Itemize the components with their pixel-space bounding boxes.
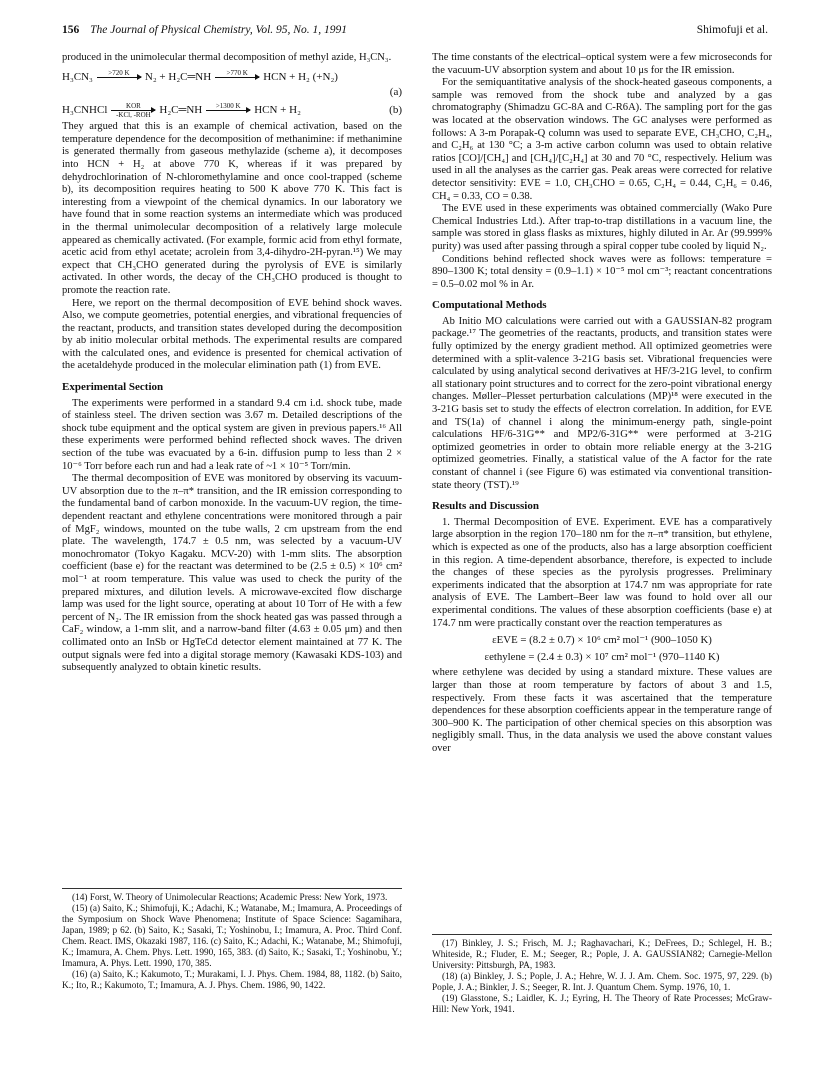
scheme-product: HCN + H₂ xyxy=(254,104,301,117)
paragraph: Ab Initio MO calculations were carried out with a GAUSSIAN-82 program package.¹⁷ The geometries of the reactants, products, and transition states were fully optimized by the energy gradient method. All optimized geometries were determined with a split-valence 3-21G basis set. Vibrational frequencies were calculated by using analytical second derivatives at HF/3-21G level, to confirm all stationary point structures and to correct for the zero-point vibrational energy changes. Møller–Plesset perturbation calculations (MP)¹⁸ were executed in the 3-21G basis set to study the effects of electron correlation. In addition, for EVE and TS(1a) of channel i along the minimum-energy path, single-point calculations HF/6-31G** and MP2/6-31G** were performed at 3-21G optimized geometries in order to obtain more reliable energy at the 3-21G optimized geometries. Finally, a statistical value of the A factor for the rate constant of channel i (see Figure 6) was estimated via conventional transition-state theory (TST).¹⁹ xyxy=(432,315,772,491)
section-heading: Results and Discussion xyxy=(432,500,539,513)
paragraph: Conditions behind reflected shock waves were as follows: temperature = 890–1300 K; total density = (0.9–1.1) × 10⁻⁵ mol cm⁻³; reactant concentrations = 0.5–0.02 mol % in Ar. xyxy=(432,253,772,290)
footnote: (18) (a) Binkley, J. S.; Pople, J. A.; Hehre, W. J. J. Am. Chem. Soc. 1975, 97, 229. (b) Pople, J. A.; Binkler, J. S.; Seeger, R. Int. J. Quantum Chem. Symp. 1976, 10, 1. xyxy=(432,972,772,993)
footnote: (19) Glasstone, S.; Laidler, K. J.; Eyring, H. The Theory of Rate Processes; McGraw-Hill: New York, 1941. xyxy=(432,994,772,1015)
equation: εEVE = (8.2 ± 0.7) × 10⁶ cm² mol⁻¹ (900–1050 K) xyxy=(492,634,712,647)
footnote: (16) (a) Saito, K.; Kakumoto, T.; Murakami, I. J. Phys. Chem. 1984, 88, 1182. (b) Saito, K.; Ito, R.; Kakumoto, T.; Imamura, A. J. Phys. Chem. 1986, 90, 1422. xyxy=(62,970,402,991)
reaction-scheme-a xyxy=(62,69,402,86)
right-column xyxy=(432,52,772,755)
paragraph: Here, we report on the thermal decomposition of EVE behind shock waves. Also, we compute geometries, potential energies, and vibrational frequencies of the reactant, products, and transition states developed during the decomposition by ab initio molecular orbital methods. The experimental results are compared with the calculated ones, and evidence is presented for chemical activation of the acetaldehyde produced in the molecular elimination path (1) from EVE. xyxy=(62,297,402,372)
scheme-intermediate: H₂C═NH xyxy=(159,104,203,117)
reaction-arrow xyxy=(111,102,155,119)
scheme-intermediate: N₂ + H₂C═NH xyxy=(144,70,212,83)
paragraph: The experiments were performed in a standard 9.4 cm i.d. shock tube, made of stainless steel. The driven section was 3.67 m. Detailed descriptions of the shock tube equipment and the optical system are given in previous papers.¹⁶ All these experiments were performed behind reflected shock waves. The driven section of the tube was evacuated by a 6-in. diffusion pump to less than 2 × 10⁻⁶ Torr before each run and had a leak rate of ~1 × 10⁻⁵ Torr/min. xyxy=(62,397,402,472)
footnote-rule xyxy=(432,934,772,935)
running-head xyxy=(62,24,768,40)
journal-title: The Journal of Physical Chemistry, Vol. 95, No. 1, 1991 xyxy=(90,24,347,36)
section-heading: Experimental Section xyxy=(62,381,164,394)
section-heading: Computational Methods xyxy=(432,299,547,312)
footnote-rule xyxy=(62,888,402,889)
scheme-reactant: H₃CN₃ xyxy=(62,70,93,83)
equation: εethylene = (2.4 ± 0.3) × 10⁷ cm² mol⁻¹ (970–1140 K) xyxy=(484,650,720,663)
scheme-reactant: H₃CNHCl xyxy=(62,104,108,117)
paragraph: 1. Thermal Decomposition of EVE. Experiment. EVE has a comparatively large absorption in the region 170–180 nm for the π–π* transition, but ethylene, which is expected as one of the products, also has a large absorption coefficient in this region. A time-dependent absorbance, therefore, is expected to include the changes of these species as the pyrolysis progresses. Preliminary experiments indicated that the absorption at 174.7 nm was appropriate for rate analysis of EVE. The Lambert–Beer law was found to hold over all our experimental conditions. The values of these absorption coefficients (base e) at 174.7 nm were practically constant over the reaction temperatures as xyxy=(432,516,772,629)
page-number: 156 xyxy=(62,24,80,36)
paragraph: produced in the unimolecular thermal decomposition of methyl azide, H₃CN₃. xyxy=(62,52,392,63)
scheme-product: HCN + H₂ (+N₂) xyxy=(263,70,338,83)
arrow-condition: KOR xyxy=(126,102,141,111)
paragraph: The time constants of the electrical–optical system were a few microseconds for the vacuum-UV absorption system and about 10 μs for the IR emission. xyxy=(432,52,772,76)
arrow-condition: >770 K xyxy=(226,68,248,77)
running-authors: Shimofuji et al. xyxy=(696,24,768,36)
scheme-tag: (a) xyxy=(389,85,402,98)
reaction-arrow xyxy=(215,69,259,86)
scheme-tag: (b) xyxy=(389,104,402,117)
paragraph: For the semiquantitative analysis of the shock-heated gaseous components, a sample was removed from the shock tube and analyzed by a gas chromatography (Shimadzu GC-8A and C-R6A). The sampling port for the gas was located at the observation windows. The GC analyses were performed as follows: A 3-m Porapak-Q column was used to separate EVE, CH₃CHO, C₂H₄, and C₂H₆ at 130 °C; a 3-m active carbon column was used to obtain relative ratios [CO]/[CH₄] and [CH₄]/[C₂H₄] at 30 and 70 °C, respectively. Helium was used in all the analyses as the carrier gas. Peak areas were corrected for relative detector sensitivity: EVE = 1.0, CH₃CHO = 0.65, C₂H₄ = 0.44, C₂H₆ = 0.46, CH₄ = 0.33, CO = 0.38. xyxy=(432,77,772,202)
paragraph: where εethylene was decided by using a standard mixture. These values are larger than those at room temperature by factors of about 3 and 1.5, respectively. From these facts it was ascertained that the temperature dependences for these absorption coefficients appear in the temperature range of 300–900 K. The participation of other chemical species on this absorption was negligibly small. Thus, in the data analysis we used the above constant values over xyxy=(432,667,772,754)
footnote: (15) (a) Saito, K.; Shimofuji, K.; Adachi, K.; Watanabe, M.; Imamura, A. Proceedings of the Symposium on Shock Wave Phenomena; Institute of Space Science: Sagamihara, Japan, 1989; p 62. (b) Saito, K.; Sasaki, T.; Yoshinobu, I.; Imamura, A. Proc. Third Conf. Chem. React. IMS, Okazaki 1987, 116. (c) Saito, K.; Adachi, K.; Watanabe, M.; Shimofuji, K.; Imamura, A. Chem. Phys. Lett. 1990, 165, 383. (d) Saito, K.; Sasaki, T.; Yoshinobu, Y.; Imamura, A. Phys. Lett. 1990, 170, 385. xyxy=(62,904,402,969)
footnote: (17) Binkley, J. S.; Frisch, M. J.; Raghavachari, K.; DeFrees, D.; Schlegel, H. B.; Whiteside, R.; Fluder, E. M.; Seeger, R.; Pople, J. A. GAUSSIAN82; Carnegie-Mellon University: Pittsburgh, PA, 1983. xyxy=(432,939,772,971)
paragraph: The EVE used in these experiments was obtained commercially (Wako Pure Chemical Industries Ltd.). After trap-to-trap distillations in a vacuum line, the sample was stored in glass flasks as mixtures, highly diluted in Ar. Ar (99.999% purity) was used after passing through a spiral copper tube cooled by liquid N₂. xyxy=(432,203,772,252)
reaction-arrow xyxy=(206,102,250,119)
arrow-condition: >720 K xyxy=(108,68,130,77)
arrow-condition: >1300 K xyxy=(215,102,241,111)
paragraph: They argued that this is an example of chemical activation, based on the temperature dependence for the decomposition of methanimine: if methanimine is generated thermally from gaseous methylazide (scheme a), it decomposes into HCN + H₂ at above 770 K, whereas if it was prepared by dehydrochlorination of N-chloromethylamine and once cool-trapped (scheme b), its decomposition requires heating to 500 K above 770 K. This fact is interesting from a viewpoint of the chemical dynamics. In our laboratory we have found that in some reaction systems an intermediate which was produced in the thermal unimolecular decomposition of a relatively large molecule appeared as chemically activated. (For example, formic acid from ethyl formate, acetic acid from ethyl acetate; acrolein from 3,4-dihydro-2H-pyran.¹⁵) We may expect that CH₃CHO generated during the pyrolysis of EVE is similarly activated. In other words, the decay of the CH₃CHO produced is thought to promote the reaction rate. xyxy=(62,121,402,296)
reaction-arrow xyxy=(97,69,141,86)
paragraph: The thermal decomposition of EVE was monitored by observing its vacuum-UV absorption due to the π–π* transition, and the IR emission corresponding to the fundamental band of carbon monoxide. In the vacuum-UV region, the time-dependent reactant and ethylene concentrations were monitored through a pair of MgF₂ windows, mounted on the tube walls, 2 cm upstream from the end plate. The wavelength, 174.7 ± 0.5 nm, was selected by a vacuum-UV monochromator (Tokyo Kagaku. MCV-20) with 1-mm slits. The absorption coefficient (base e) for the reactant was determined to be (2.5 ± 0.5) × 10⁶ cm² mol⁻¹ at room temperature. This value was used to check the purity of the prepared mixtures, and dilution levels. A microwave-excited flow discharge lamp was used for the light source, operating at about 10 Torr of He with a few percent of N₂. The IR emission from the shock heated gas was passed through a CaF₂ window, a 1-mm slit, and a narrow-band filter (4.63 ± 0.05 μm) and then collimated onto an InSb or HgTeCd detector element maintained at 77 K. The output signals were fed into a digital storage memory (Kawasaki KDS-103) and subsequently analyzed to obtain kinetic results. xyxy=(62,473,402,674)
arrow-subcondition: -KCl, -ROH xyxy=(116,111,151,120)
left-column xyxy=(62,52,402,675)
footnote: (14) Forst, W. Theory of Unimolecular Reactions; Academic Press: New York, 1973. xyxy=(72,893,388,903)
reaction-scheme-b xyxy=(62,102,402,119)
footnotes-left xyxy=(62,888,402,992)
footnotes-right xyxy=(432,934,772,1016)
